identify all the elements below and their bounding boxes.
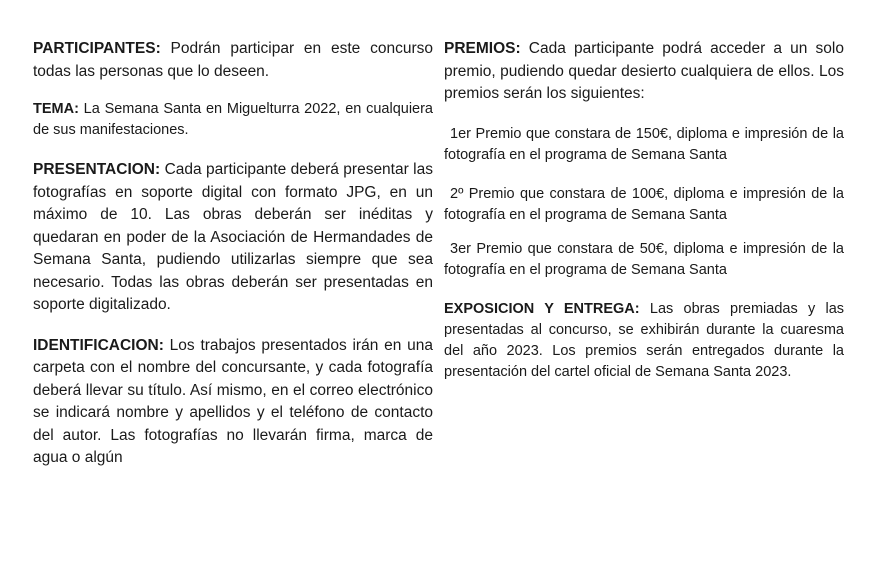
identificacion-heading: IDENTIFICACION: [33, 336, 164, 354]
presentacion-heading: PRESENTACION: [33, 161, 161, 178]
prize-third: 3er Premio que constara de 50€, diploma e impresión de la fotografía en el programa de Semana Santa [444, 240, 844, 278]
prize-second: 2º Premio que constara de 100€, diploma e impresión de la fotografía en el programa de Semana Santa [444, 185, 844, 223]
tema-section [33, 99, 433, 141]
exposicion-heading: EXPOSICION Y ENTREGA: [444, 300, 640, 317]
premios-text: Cada participante podrá acceder a un solo premio, pudiendo quedar desierto cualquiera de ellos. Los premios serán los siguientes: [444, 40, 844, 102]
right-column [444, 38, 844, 383]
exposicion-section [444, 299, 844, 383]
exposicion-text: Las obras premiadas y las presentadas al concurso, se exhibirán durante la cuaresma del año 2023. Los premios serán entregados durante la presentación del cartel oficial de Semana Santa 2023. [444, 300, 845, 380]
premios-heading: PREMIOS: [444, 40, 521, 57]
prize-first: 1er Premio que constara de 150€, diploma e impresión de la fotografía en el programa de Semana Santa [444, 125, 844, 163]
left-column [33, 38, 433, 470]
tema-heading: TEMA: [33, 101, 79, 117]
presentacion-section [33, 159, 433, 317]
participantes-text: Podrán participar en este concurso todas las personas que lo deseen. [33, 40, 433, 80]
premios-section [444, 38, 844, 106]
tema-text: La Semana Santa en Miguelturra 2022, en cualquiera de sus manifestaciones. [33, 101, 433, 138]
participantes-heading: PARTICIPANTES: [33, 40, 161, 57]
participantes-section [33, 38, 433, 83]
presentacion-text: Cada participante deberá presentar las fotografías en soporte digital con formato JPG, en un máximo de 10. Las obras deberán ser inéditas y quedaran en poder de la Asociación de Hermandades de Semana Santa, pudiendo utilizarlas siempre que sea necesario. Todas las obras deberán ser presentadas en soporte digitalizado. [33, 161, 433, 313]
identificacion-section [33, 335, 433, 470]
identificacion-text: Los trabajos presentados irán en una carpeta con el nombre del concursante, y cada fotografía deberá llevar su título. Así mismo, en el correo electrónico se indicará nombre y apellidos y el teléfono de contacto del autor. Las fotografías no llevarán firma, marca de agua o algún [33, 336, 433, 466]
